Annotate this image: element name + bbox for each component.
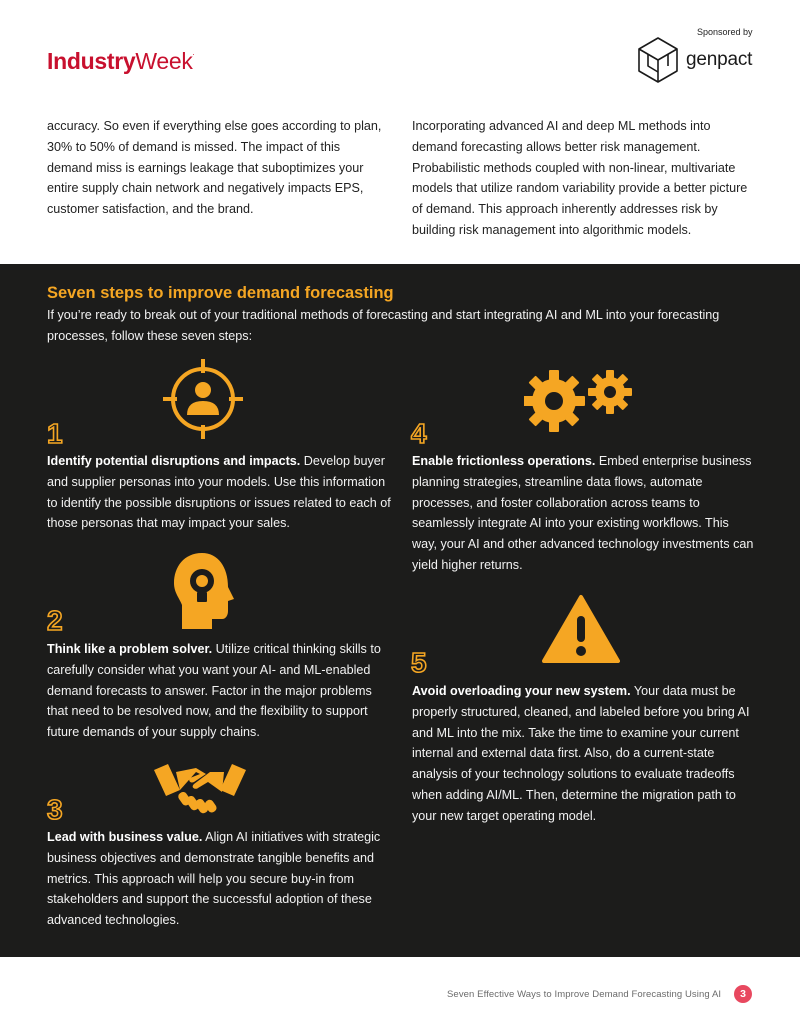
step-1-title: Identify potential disruptions and impacts. — [47, 454, 301, 468]
industryweek-logo — [47, 48, 194, 75]
step-4-text — [412, 451, 757, 576]
head-lightbulb-icon — [172, 551, 236, 631]
step-2-title: Think like a problem solver. — [47, 642, 213, 656]
section-title: Seven steps to improve demand forecasting — [47, 284, 394, 302]
step-1-body: Develop buyer and supplier personas into your models. Use this information to identify the possible disruptions or issues related to each of those personas that may impact your sales. — [47, 454, 391, 531]
step-2-body: Utilize critical thinking skills to carefully consider what you want your AI- and ML-enabled demand forecasts to answer. Factor in the major problems that need to be resolved now, and the flexibility to support future demands of your supply chains. — [47, 642, 381, 740]
gears-icon — [524, 368, 638, 432]
target-person-icon — [163, 357, 243, 441]
logo-bold-text: Industry — [47, 48, 136, 74]
step-number-4: 4 — [411, 418, 427, 449]
step-5-text — [412, 681, 757, 827]
step-3-body: Align AI initiatives with strategic business objectives and demonstrate tangible benefits and metrics. This approach will help you secure buy-in from stakeholders and support the successful adoption of these advanced technologies. — [47, 830, 381, 928]
step-4-body: Embed enterprise business planning strategies, streamline data flows, automate processes, and foster collaboration across teams to seamlessly integrate AI into your existing workflows. This way, your AI and other advanced technology investments can yield higher returns. — [412, 454, 754, 572]
logo-light-text: Week — [135, 48, 193, 74]
warning-icon — [542, 594, 620, 664]
genpact-wordmark: genpact — [686, 49, 753, 70]
footer-document-title: Seven Effective Ways to Improve Demand Forecasting Using AI — [447, 989, 722, 1000]
step-2-text — [47, 639, 392, 743]
step-number-2: 2 — [47, 605, 63, 636]
intro-right-paragraph: Incorporating advanced AI and deep ML methods into demand forecasting allows better risk management. Probabilistic methods coupled with non-linear, multivariate models that utilize random variability provide a better picture of demand. This approach inherently addresses risk by building risk management into algorithmic models. — [412, 119, 748, 237]
step-number-1: 1 — [47, 418, 63, 449]
step-3-title: Lead with business value. — [47, 830, 203, 844]
step-3-text — [47, 827, 392, 931]
genpact-logo-icon — [636, 36, 680, 84]
handshake-icon — [154, 760, 246, 818]
step-number-5: 5 — [411, 647, 427, 678]
intro-left-paragraph: accuracy. So even if everything else goes according to plan, 30% to 50% of demand is missed. The impact of this demand miss is earnings leakage that suboptimizes your entire supply chain network and negatively impacts EPS, customer satisfaction, and the brand. — [47, 119, 382, 217]
step-5-title: Avoid overloading your new system. — [412, 684, 631, 698]
page-number-badge: 3 — [734, 985, 752, 1003]
step-5-body: Your data must be properly structured, cleaned, and labeled before you bring AI and ML into the mix. Take the time to examine your current internal and external data first. Also, do a current-state analysis of your technology solutions to evaluate tradeoffs when adding AI/ML. Then, determine the migration path to your new target operating model. — [412, 684, 750, 823]
logo-mark: . — [192, 48, 195, 57]
section-intro: If you’re ready to break out of your traditional methods of forecasting and start integrating AI and ML into your forecasting processes, follow these seven steps: — [47, 308, 720, 343]
step-4-title: Enable frictionless operations. — [412, 454, 596, 468]
step-1-text — [47, 451, 392, 534]
step-number-3: 3 — [47, 794, 63, 825]
sponsored-by-label: Sponsored by — [697, 27, 753, 37]
